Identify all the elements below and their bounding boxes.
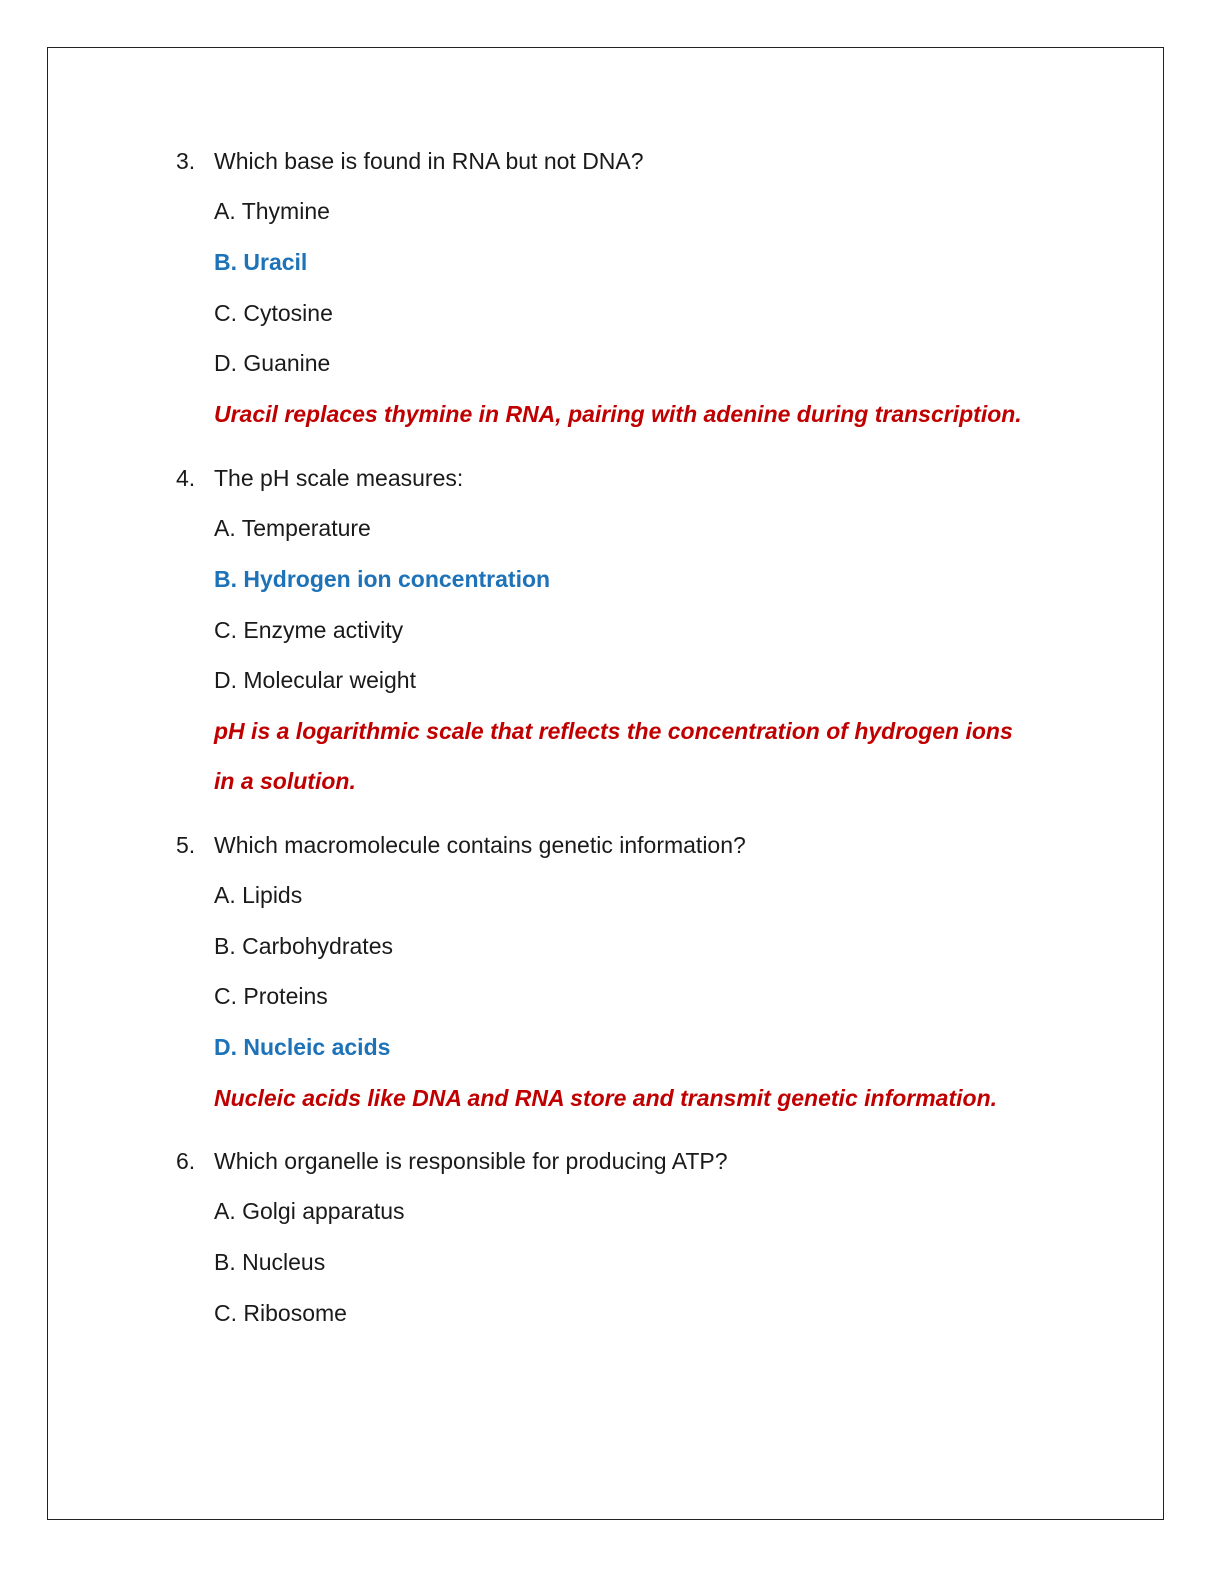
option-b-correct: B. Hydrogen ion concentration <box>214 566 551 592</box>
option-c: C. Ribosome <box>214 1300 347 1326</box>
question-text: Which base is found in RNA but not DNA? <box>214 148 644 174</box>
option-a: A. Golgi apparatus <box>214 1198 405 1224</box>
explanation: Uracil replaces thymine in RNA, pairing with adenine during transcription. <box>214 401 1022 427</box>
explanation-line-1: pH is a logarithmic scale that reflects the concentration of hydrogen ions <box>214 718 1013 744</box>
option-b-correct: B. Uracil <box>214 249 308 275</box>
option-c: C. Enzyme activity <box>214 617 404 643</box>
option-b: B. Nucleus <box>214 1249 326 1275</box>
option-c: C. Proteins <box>214 983 328 1009</box>
option-b: B. Carbohydrates <box>214 933 393 959</box>
question-text: Which organelle is responsible for producing ATP? <box>214 1148 728 1174</box>
question-number: 6. <box>176 1148 196 1174</box>
explanation: Nucleic acids like DNA and RNA store and transmit genetic information. <box>214 1085 998 1111</box>
question-number: 3. <box>176 148 196 174</box>
option-a: A. Thymine <box>214 198 330 224</box>
option-d: D. Guanine <box>214 350 331 376</box>
option-c: C. Cytosine <box>214 300 333 326</box>
option-d: D. Molecular weight <box>214 667 416 693</box>
question-text: The pH scale measures: <box>214 465 464 491</box>
explanation-line-2: in a solution. <box>214 768 356 794</box>
option-a: A. Lipids <box>214 882 303 908</box>
question-number: 4. <box>176 465 196 491</box>
question-number: 5. <box>176 832 196 858</box>
option-d-correct: D. Nucleic acids <box>214 1034 391 1060</box>
question-text: Which macromolecule contains genetic information? <box>214 832 746 858</box>
option-a: A. Temperature <box>214 515 371 541</box>
